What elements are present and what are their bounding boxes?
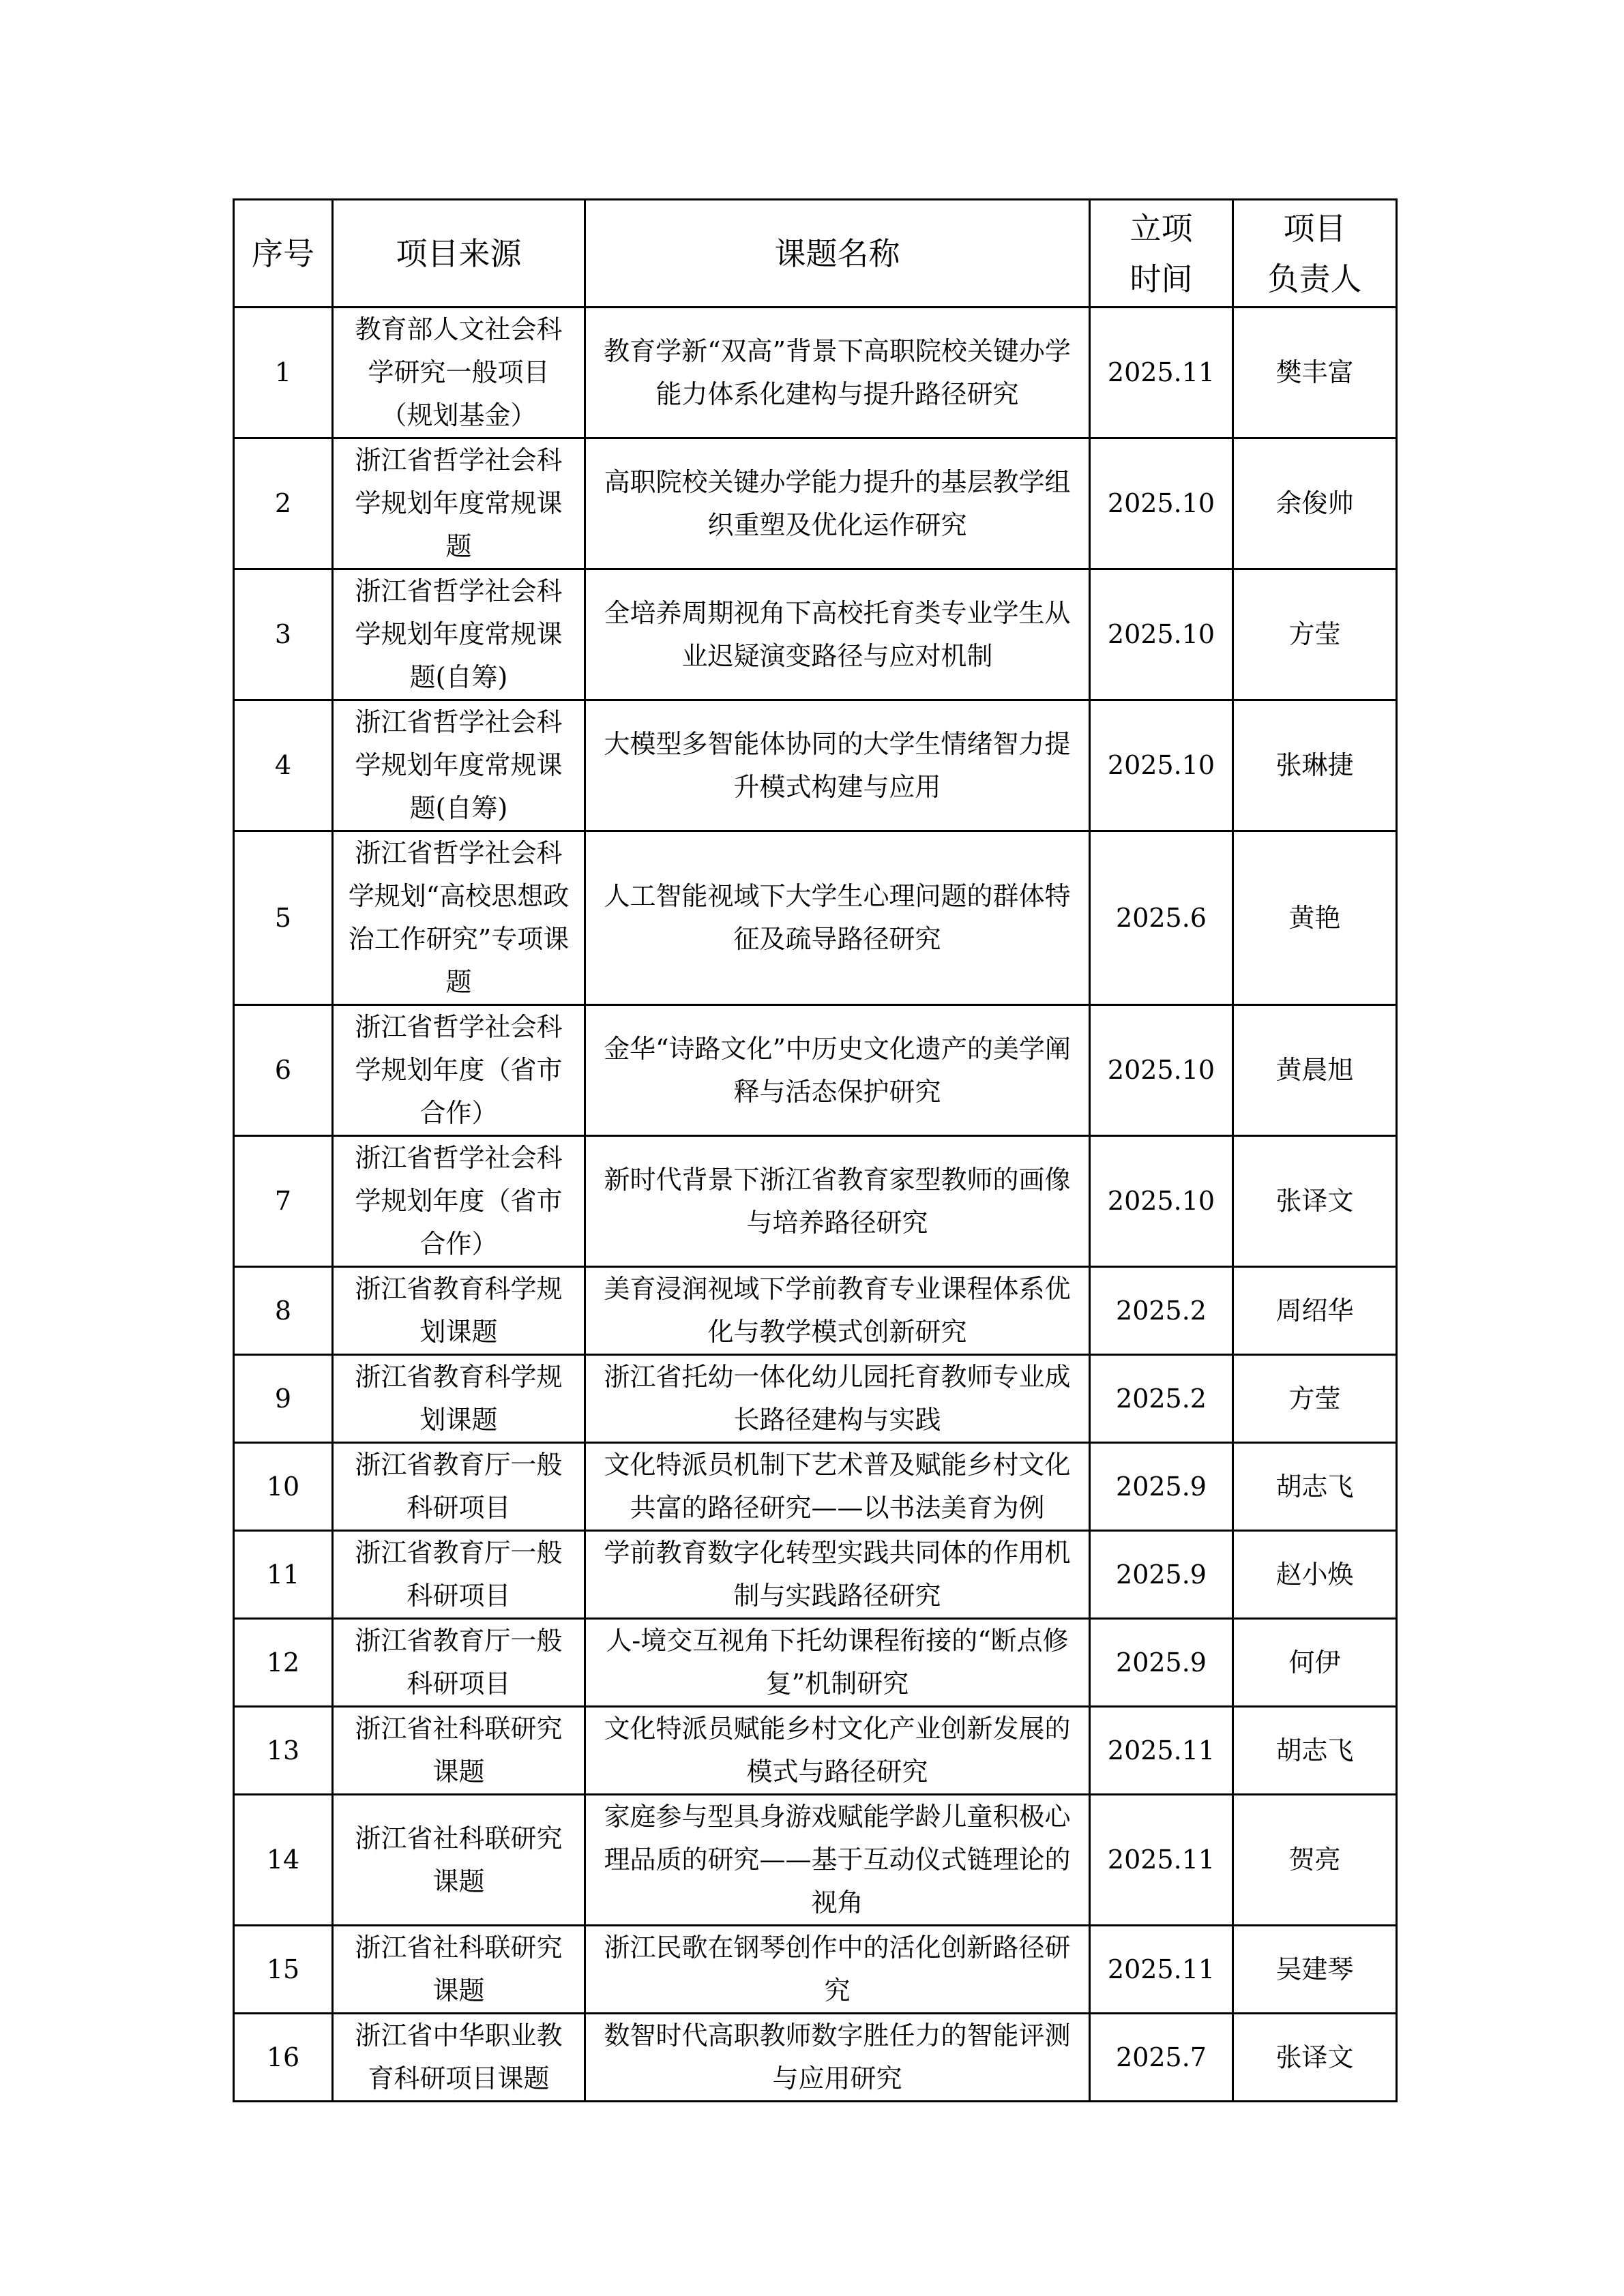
row-date: 2025.9 — [1090, 1619, 1233, 1707]
row-source: 浙江省社科联研究课题 — [333, 1926, 585, 2014]
table-row — [234, 569, 1397, 700]
row-source: 浙江省哲学社会科学规划年度常规课题(自筹) — [333, 569, 585, 700]
row-index: 9 — [234, 1355, 333, 1443]
row-title: 浙江民歌在钢琴创作中的活化创新路径研究 — [585, 1926, 1090, 2014]
row-index: 12 — [234, 1619, 333, 1707]
table-row — [234, 700, 1397, 831]
row-index: 11 — [234, 1531, 333, 1619]
table-row — [234, 438, 1397, 569]
row-title: 金华“诗路文化”中历史文化遗产的美学阐释与活态保护研究 — [585, 1005, 1090, 1136]
row-title: 大模型多智能体协同的大学生情绪智力提升模式构建与应用 — [585, 700, 1090, 831]
row-date: 2025.2 — [1090, 1267, 1233, 1355]
row-leader: 吴建琴 — [1233, 1926, 1397, 2014]
row-title: 浙江省托幼一体化幼儿园托育教师专业成长路径建构与实践 — [585, 1355, 1090, 1443]
row-date: 2025.10 — [1090, 438, 1233, 569]
row-index: 7 — [234, 1136, 333, 1267]
row-leader: 赵小焕 — [1233, 1531, 1397, 1619]
row-date: 2025.10 — [1090, 700, 1233, 831]
row-source: 浙江省社科联研究课题 — [333, 1707, 585, 1795]
row-title: 新时代背景下浙江省教育家型教师的画像与培养路径研究 — [585, 1136, 1090, 1267]
row-index: 15 — [234, 1926, 333, 2014]
row-leader: 方莹 — [1233, 569, 1397, 700]
row-source: 浙江省教育厅一般科研项目 — [333, 1619, 585, 1707]
row-source: 浙江省教育厅一般科研项目 — [333, 1531, 585, 1619]
row-leader: 方莹 — [1233, 1355, 1397, 1443]
row-source: 浙江省教育科学规划课题 — [333, 1267, 585, 1355]
row-index: 6 — [234, 1005, 333, 1136]
row-title: 数智时代高职教师数字胜任力的智能评测与应用研究 — [585, 2014, 1090, 2102]
row-source: 浙江省社科联研究课题 — [333, 1795, 585, 1926]
row-date: 2025.2 — [1090, 1355, 1233, 1443]
header-date: 立项 时间 — [1090, 200, 1233, 308]
row-source: 浙江省哲学社会科学规划年度常规课题 — [333, 438, 585, 569]
row-leader: 张琳捷 — [1233, 700, 1397, 831]
table-row — [234, 1355, 1397, 1443]
header-title: 课题名称 — [585, 200, 1090, 308]
row-date: 2025.9 — [1090, 1531, 1233, 1619]
row-date: 2025.10 — [1090, 569, 1233, 700]
row-title: 文化特派员赋能乡村文化产业创新发展的模式与路径研究 — [585, 1707, 1090, 1795]
row-source: 浙江省教育厅一般科研项目 — [333, 1443, 585, 1531]
table-row — [234, 1619, 1397, 1707]
row-source: 浙江省哲学社会科学规划“高校思想政治工作研究”专项课题 — [333, 831, 585, 1005]
row-source: 浙江省哲学社会科学规划年度常规课题(自筹) — [333, 700, 585, 831]
row-date: 2025.11 — [1090, 1795, 1233, 1926]
row-date: 2025.10 — [1090, 1005, 1233, 1136]
table-row — [234, 831, 1397, 1005]
table-row — [234, 1005, 1397, 1136]
row-leader: 张译文 — [1233, 1136, 1397, 1267]
row-leader: 黄晨旭 — [1233, 1005, 1397, 1136]
row-leader: 胡志飞 — [1233, 1707, 1397, 1795]
row-title: 家庭参与型具身游戏赋能学龄儿童积极心理品质的研究——基于互动仪式链理论的视角 — [585, 1795, 1090, 1926]
table-header-row — [234, 200, 1397, 308]
table-row — [234, 2014, 1397, 2102]
row-index: 14 — [234, 1795, 333, 1926]
row-leader: 樊丰富 — [1233, 308, 1397, 438]
row-index: 16 — [234, 2014, 333, 2102]
row-leader: 周绍华 — [1233, 1267, 1397, 1355]
row-leader: 胡志飞 — [1233, 1443, 1397, 1531]
header-index: 序号 — [234, 200, 333, 308]
row-date: 2025.11 — [1090, 308, 1233, 438]
row-title: 全培养周期视角下高校托育类专业学生从业迟疑演变路径与应对机制 — [585, 569, 1090, 700]
row-leader: 贺亮 — [1233, 1795, 1397, 1926]
row-date: 2025.6 — [1090, 831, 1233, 1005]
row-leader: 黄艳 — [1233, 831, 1397, 1005]
row-title: 美育浸润视域下学前教育专业课程体系优化与教学模式创新研究 — [585, 1267, 1090, 1355]
row-source: 浙江省教育科学规划课题 — [333, 1355, 585, 1443]
table-row — [234, 1443, 1397, 1531]
row-leader: 何伊 — [1233, 1619, 1397, 1707]
table-row — [234, 1926, 1397, 2014]
row-index: 3 — [234, 569, 333, 700]
row-source: 教育部人文社会科学研究一般项目（规划基金） — [333, 308, 585, 438]
row-date: 2025.11 — [1090, 1926, 1233, 2014]
table-row — [234, 1707, 1397, 1795]
projects-table — [233, 198, 1398, 2102]
row-title: 高职院校关键办学能力提升的基层教学组织重塑及优化运作研究 — [585, 438, 1090, 569]
row-source: 浙江省中华职业教育科研项目课题 — [333, 2014, 585, 2102]
row-leader: 余俊帅 — [1233, 438, 1397, 569]
row-index: 8 — [234, 1267, 333, 1355]
table-row — [234, 1136, 1397, 1267]
row-title: 人工智能视域下大学生心理问题的群体特征及疏导路径研究 — [585, 831, 1090, 1005]
table-row — [234, 1531, 1397, 1619]
row-date: 2025.9 — [1090, 1443, 1233, 1531]
row-index: 2 — [234, 438, 333, 569]
row-title: 文化特派员机制下艺术普及赋能乡村文化共富的路径研究——以书法美育为例 — [585, 1443, 1090, 1531]
row-index: 4 — [234, 700, 333, 831]
row-index: 10 — [234, 1443, 333, 1531]
table-row — [234, 1795, 1397, 1926]
row-index: 13 — [234, 1707, 333, 1795]
row-date: 2025.11 — [1090, 1707, 1233, 1795]
row-index: 1 — [234, 308, 333, 438]
table-row — [234, 308, 1397, 438]
header-leader: 项目 负责人 — [1233, 200, 1397, 308]
row-title: 学前教育数字化转型实践共同体的作用机制与实践路径研究 — [585, 1531, 1090, 1619]
row-date: 2025.7 — [1090, 2014, 1233, 2102]
row-title: 人-境交互视角下托幼课程衔接的“断点修复”机制研究 — [585, 1619, 1090, 1707]
row-leader: 张译文 — [1233, 2014, 1397, 2102]
header-source: 项目来源 — [333, 200, 585, 308]
row-index: 5 — [234, 831, 333, 1005]
row-source: 浙江省哲学社会科学规划年度（省市合作） — [333, 1005, 585, 1136]
row-source: 浙江省哲学社会科学规划年度（省市合作） — [333, 1136, 585, 1267]
table-row — [234, 1267, 1397, 1355]
row-date: 2025.10 — [1090, 1136, 1233, 1267]
row-title: 教育学新“双高”背景下高职院校关键办学能力体系化建构与提升路径研究 — [585, 308, 1090, 438]
